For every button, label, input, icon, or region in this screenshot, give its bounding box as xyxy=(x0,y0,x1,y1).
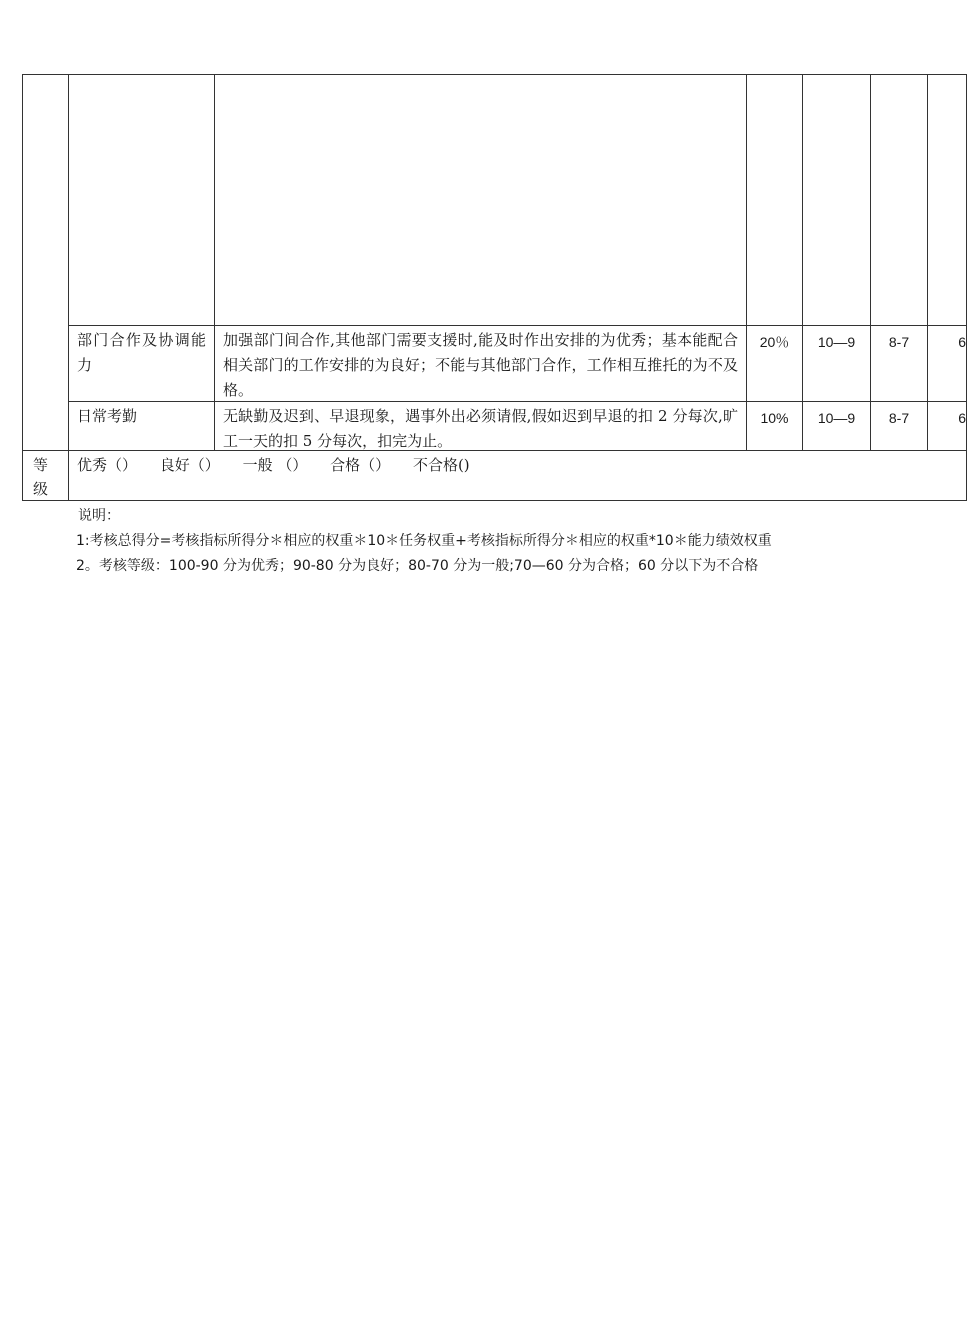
grade-option-excellent: 优秀（） xyxy=(77,456,138,474)
grade-options xyxy=(68,450,967,501)
row-1-weight: 20％ xyxy=(746,325,803,402)
grade-option-average: 一般 （） xyxy=(242,456,308,474)
row-1-desc: 加强部门间合作,其他部门需要支援时,能及时作出安排的为优秀；基本能配合相关部门的工作安排的为良好；不能与其他部门合作，工作相互推托的为不及格。 xyxy=(214,325,747,402)
row-2-name: 日常考勤 xyxy=(68,401,215,451)
empty-name-cell xyxy=(68,74,215,326)
empty-score-a-cell xyxy=(802,74,871,326)
notes-section xyxy=(68,504,898,579)
row-1-score-c: 6 xyxy=(927,325,967,402)
grade-option-fail: 不合格() xyxy=(412,456,470,474)
empty-score-c-cell xyxy=(927,74,967,326)
row-2-weight: 10% xyxy=(746,401,803,451)
category-cell xyxy=(22,74,69,451)
notes-line-1: 1:考核总得分=考核指标所得分＊相应的权重＊10＊任务权重+考核指标所得分＊相应的权重*10＊能力绩效权重 xyxy=(76,533,772,549)
notes-line-2: 2。考核等级：100-90 分为优秀；90-80 分为良好；80-70 分为一般;70—60 分为合格；60 分以下为不合格 xyxy=(76,558,759,574)
grade-option-good: 良好（） xyxy=(159,456,220,474)
row-2-score-b: 8-7 xyxy=(870,401,928,451)
notes-title: 说明： xyxy=(78,508,120,524)
empty-desc-cell xyxy=(214,74,747,326)
row-1-name: 部门合作及协调能力 xyxy=(68,325,215,402)
empty-weight-cell xyxy=(746,74,803,326)
row-1-score-a: 10—9 xyxy=(802,325,871,402)
row-2-score-c: 6 xyxy=(927,401,967,451)
row-2-score-a: 10—9 xyxy=(802,401,871,451)
grade-label: 等级 xyxy=(22,450,69,501)
row-2-desc: 无缺勤及迟到、早退现象，遇事外出必须请假,假如迟到早退的扣 2 分每次,旷工一天的扣 5 分每次，扣完为止。 xyxy=(214,401,747,451)
grade-option-pass: 合格（） xyxy=(330,456,391,474)
empty-score-b-cell xyxy=(870,74,928,326)
row-1-score-b: 8-7 xyxy=(870,325,928,402)
